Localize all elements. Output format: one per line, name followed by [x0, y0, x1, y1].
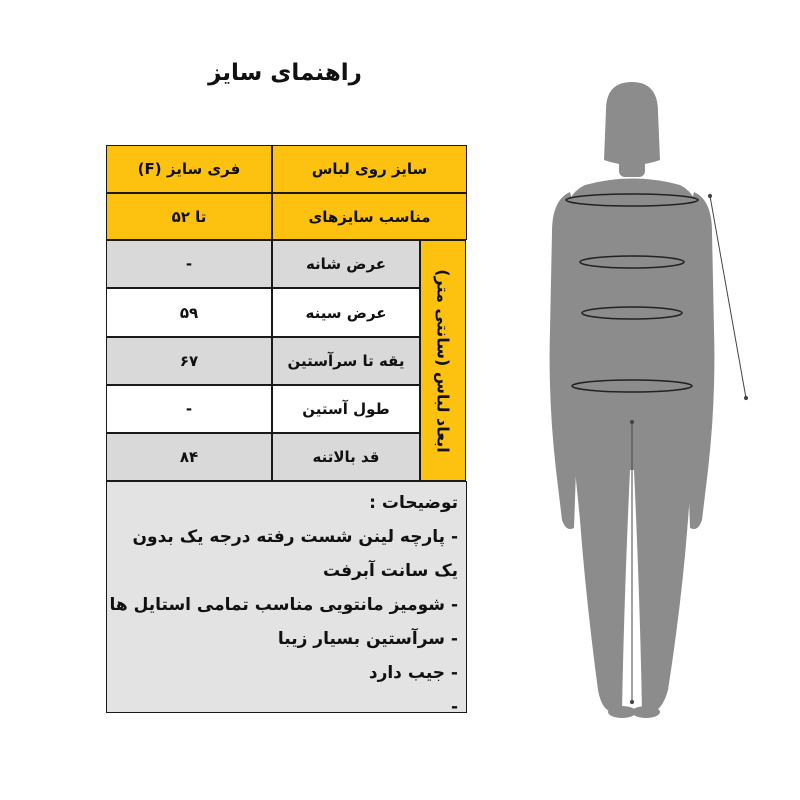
row-value-collar-to-cuff: ۶۷ [106, 337, 272, 385]
notes-line: - شومیز مانتویی مناسب تمامی استایل ها [109, 595, 458, 615]
row-value-body-length: ۸۴ [106, 433, 272, 481]
header-value: فری سایز (F) [106, 145, 272, 193]
row-value-sleeve-length: - [106, 385, 272, 433]
female-body-silhouette-icon [530, 80, 790, 780]
row-label-shoulder: عرض شانه [272, 240, 420, 288]
notes-line: - پارچه لینن شست رفته درجه یک بدون [132, 527, 458, 547]
fit-value: تا ۵۲ [106, 193, 272, 240]
notes-line: یک سانت آبرفت [322, 561, 458, 581]
notes-heading: توضیحات : [369, 493, 458, 513]
notes-box [106, 481, 467, 717]
notes-line: - سرآستین بسیار زیبا [277, 629, 458, 649]
row-value-chest: ۵۹ [106, 288, 272, 337]
dimensions-label: ابعاد لباس (سانتی متر) [433, 268, 453, 453]
row-label-sleeve-length: طول آستین [272, 385, 420, 433]
row-value-shoulder: - [106, 240, 272, 288]
notes-line: - [450, 697, 458, 717]
fit-label: مناسب سایزهای [272, 193, 467, 240]
dimensions-label-cell [420, 240, 466, 481]
page-title: راهنمای سایز [208, 60, 362, 86]
row-label-collar-to-cuff: یقه تا سرآستین [272, 337, 420, 385]
header-label: سایز روی لباس [272, 145, 467, 193]
notes-line: - جیب دارد [368, 663, 458, 683]
row-label-chest: عرض سینه [272, 288, 420, 337]
row-label-body-length: قد بالاتنه [272, 433, 420, 481]
